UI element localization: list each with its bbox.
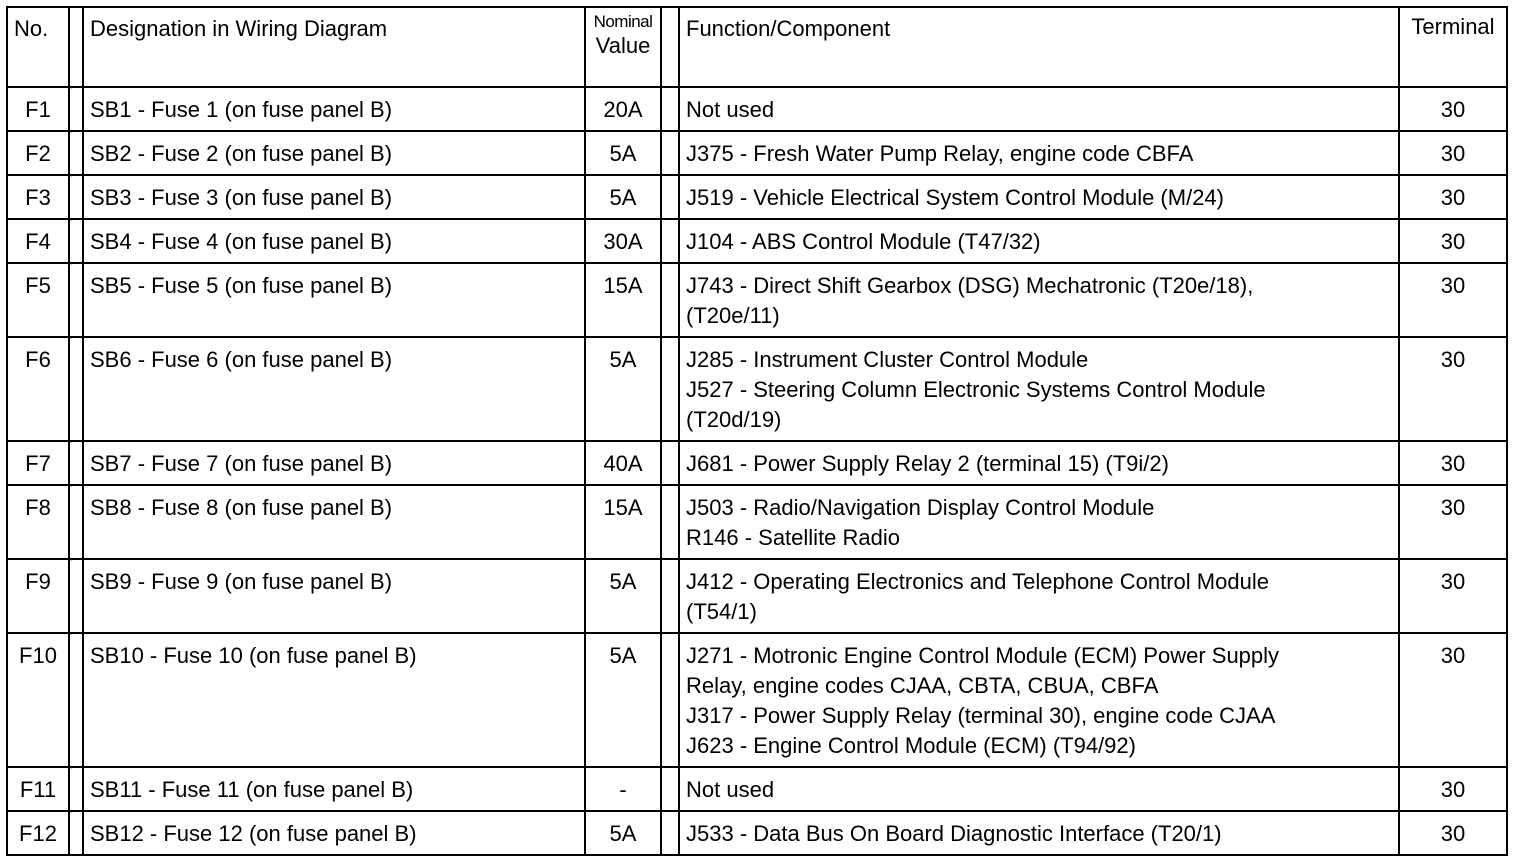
terminal: 30	[1399, 337, 1507, 441]
gap-cell	[661, 633, 679, 767]
nominal-value: 5A	[585, 811, 661, 855]
function-line: J623 - Engine Control Module (ECM) (T94/92)	[686, 733, 1136, 758]
gap-cell	[661, 175, 679, 219]
header-function: Function/Component	[679, 7, 1399, 87]
function-line: R146 - Satellite Radio	[686, 525, 901, 550]
terminal: 30	[1399, 767, 1507, 811]
header-terminal: Terminal	[1399, 7, 1507, 87]
function-line: J533 - Data Bus On Board Diagnostic Interface (T20/1)	[686, 821, 1222, 846]
fuse-number: F6	[7, 337, 69, 441]
fuse-number: F1	[7, 87, 69, 131]
terminal: 30	[1399, 87, 1507, 131]
gap-cell	[661, 441, 679, 485]
fuse-number: F9	[7, 559, 69, 633]
table-row	[7, 175, 1507, 219]
gap-cell: ˙	[69, 811, 83, 855]
fuse-number: F3	[7, 175, 69, 219]
fuse-number: F8	[7, 485, 69, 559]
fuse-number: F11	[7, 767, 69, 811]
terminal: 30	[1399, 263, 1507, 337]
function-line: Relay, engine codes CJAA, CBTA, CBUA, CBFA	[686, 673, 1159, 698]
fuse-number: F5	[7, 263, 69, 337]
gap-cell: ˙	[69, 87, 83, 131]
gap-cell: ˙	[69, 219, 83, 263]
fuse-designation: SB3 - Fuse 3 (on fuse panel B)	[83, 175, 585, 219]
gap-cell: ˙	[69, 441, 83, 485]
terminal: 30	[1399, 485, 1507, 559]
fuse-designation: SB12 - Fuse 12 (on fuse panel B)	[83, 811, 585, 855]
terminal: 30	[1399, 441, 1507, 485]
function-component	[679, 767, 1399, 811]
gap-cell: ˙	[69, 337, 83, 441]
nominal-value: 20A	[585, 87, 661, 131]
gap-cell: ˙	[69, 175, 83, 219]
fuse-designation: SB2 - Fuse 2 (on fuse panel B)	[83, 131, 585, 175]
table-row	[7, 633, 1507, 767]
table-row	[7, 219, 1507, 263]
terminal: 30	[1399, 175, 1507, 219]
function-line: J317 - Power Supply Relay (terminal 30), engine code CJAA	[686, 703, 1276, 728]
header-gap	[69, 7, 83, 87]
gap-cell	[661, 337, 679, 441]
table-row	[7, 337, 1507, 441]
gap-cell: ˙	[69, 559, 83, 633]
terminal: 30	[1399, 811, 1507, 855]
nominal-value: 5A	[585, 559, 661, 633]
header-nominal-value	[585, 7, 661, 87]
gap-cell	[661, 263, 679, 337]
fuse-table	[6, 6, 1508, 856]
gap-cell: ˙	[69, 485, 83, 559]
fuse-designation: SB9 - Fuse 9 (on fuse panel B)	[83, 559, 585, 633]
terminal: 30	[1399, 131, 1507, 175]
function-line: J743 - Direct Shift Gearbox (DSG) Mechatronic (T20e/18),	[686, 273, 1254, 298]
function-line: Not used	[686, 97, 775, 122]
table-row	[7, 485, 1507, 559]
gap-cell	[661, 485, 679, 559]
table-row	[7, 87, 1507, 131]
function-component	[679, 131, 1399, 175]
fuse-table-body	[7, 87, 1507, 855]
nominal-value: 40A	[585, 441, 661, 485]
function-component	[679, 219, 1399, 263]
function-component	[679, 87, 1399, 131]
fuse-designation: SB7 - Fuse 7 (on fuse panel B)	[83, 441, 585, 485]
function-line: (T20d/19)	[686, 407, 782, 432]
nominal-value: 5A	[585, 633, 661, 767]
function-line: J375 - Fresh Water Pump Relay, engine code CBFA	[686, 141, 1194, 166]
table-row	[7, 559, 1507, 633]
function-line: J104 - ABS Control Module (T47/32)	[686, 229, 1041, 254]
gap-cell: ˙	[69, 263, 83, 337]
function-line: J285 - Instrument Cluster Control Module	[686, 347, 1089, 372]
gap-cell	[661, 559, 679, 633]
function-component	[679, 485, 1399, 559]
gap-cell: ˙	[69, 633, 83, 767]
header-no: No.	[7, 7, 69, 87]
header-gap-2	[661, 7, 679, 87]
terminal: 30	[1399, 633, 1507, 767]
fuse-number: F2	[7, 131, 69, 175]
gap-cell: ˙	[69, 767, 83, 811]
fuse-designation: SB6 - Fuse 6 (on fuse panel B)	[83, 337, 585, 441]
fuse-designation: SB10 - Fuse 10 (on fuse panel B)	[83, 633, 585, 767]
function-component	[679, 263, 1399, 337]
fuse-designation: SB1 - Fuse 1 (on fuse panel B)	[83, 87, 585, 131]
fuse-number: F7	[7, 441, 69, 485]
function-line: J271 - Motronic Engine Control Module (ECM) Power Supply	[686, 643, 1280, 668]
function-line: J519 - Vehicle Electrical System Control Module (M/24)	[686, 185, 1224, 210]
gap-cell: ˙	[69, 131, 83, 175]
table-row	[7, 767, 1507, 811]
gap-cell	[661, 131, 679, 175]
function-component	[679, 559, 1399, 633]
function-component	[679, 441, 1399, 485]
header-nominal-bottom: Value	[595, 33, 651, 58]
gap-cell	[661, 811, 679, 855]
header-row	[7, 7, 1507, 87]
terminal: 30	[1399, 559, 1507, 633]
function-line: J412 - Operating Electronics and Telephone Control Module	[686, 569, 1269, 594]
function-line: J527 - Steering Column Electronic Systems Control Module	[686, 377, 1266, 402]
gap-cell	[661, 87, 679, 131]
function-line: (T20e/11)	[686, 303, 780, 328]
nominal-value: 5A	[585, 175, 661, 219]
table-row	[7, 441, 1507, 485]
fuse-designation: SB11 - Fuse 11 (on fuse panel B)	[83, 767, 585, 811]
gap-cell	[661, 767, 679, 811]
nominal-value: 15A	[585, 485, 661, 559]
nominal-value: -	[585, 767, 661, 811]
fuse-designation: SB4 - Fuse 4 (on fuse panel B)	[83, 219, 585, 263]
nominal-value: 15A	[585, 263, 661, 337]
nominal-value: 30A	[585, 219, 661, 263]
function-component	[679, 633, 1399, 767]
function-line: Not used	[686, 777, 775, 802]
function-component	[679, 175, 1399, 219]
terminal: 30	[1399, 219, 1507, 263]
fuse-designation: SB5 - Fuse 5 (on fuse panel B)	[83, 263, 585, 337]
fuse-number: F10	[7, 633, 69, 767]
fuse-number: F4	[7, 219, 69, 263]
nominal-value: 5A	[585, 131, 661, 175]
table-row	[7, 811, 1507, 855]
fuse-number: F12	[7, 811, 69, 855]
function-line: J503 - Radio/Navigation Display Control Module	[686, 495, 1155, 520]
function-line: (T54/1)	[686, 599, 757, 624]
header-nominal-top: Nominal	[593, 12, 653, 31]
header-designation: Designation in Wiring Diagram	[83, 7, 585, 87]
nominal-value: 5A	[585, 337, 661, 441]
fuse-designation: SB8 - Fuse 8 (on fuse panel B)	[83, 485, 585, 559]
function-component	[679, 337, 1399, 441]
gap-cell	[661, 219, 679, 263]
table-row	[7, 263, 1507, 337]
function-component	[679, 811, 1399, 855]
function-line: J681 - Power Supply Relay 2 (terminal 15) (T9i/2)	[686, 451, 1169, 476]
table-row	[7, 131, 1507, 175]
